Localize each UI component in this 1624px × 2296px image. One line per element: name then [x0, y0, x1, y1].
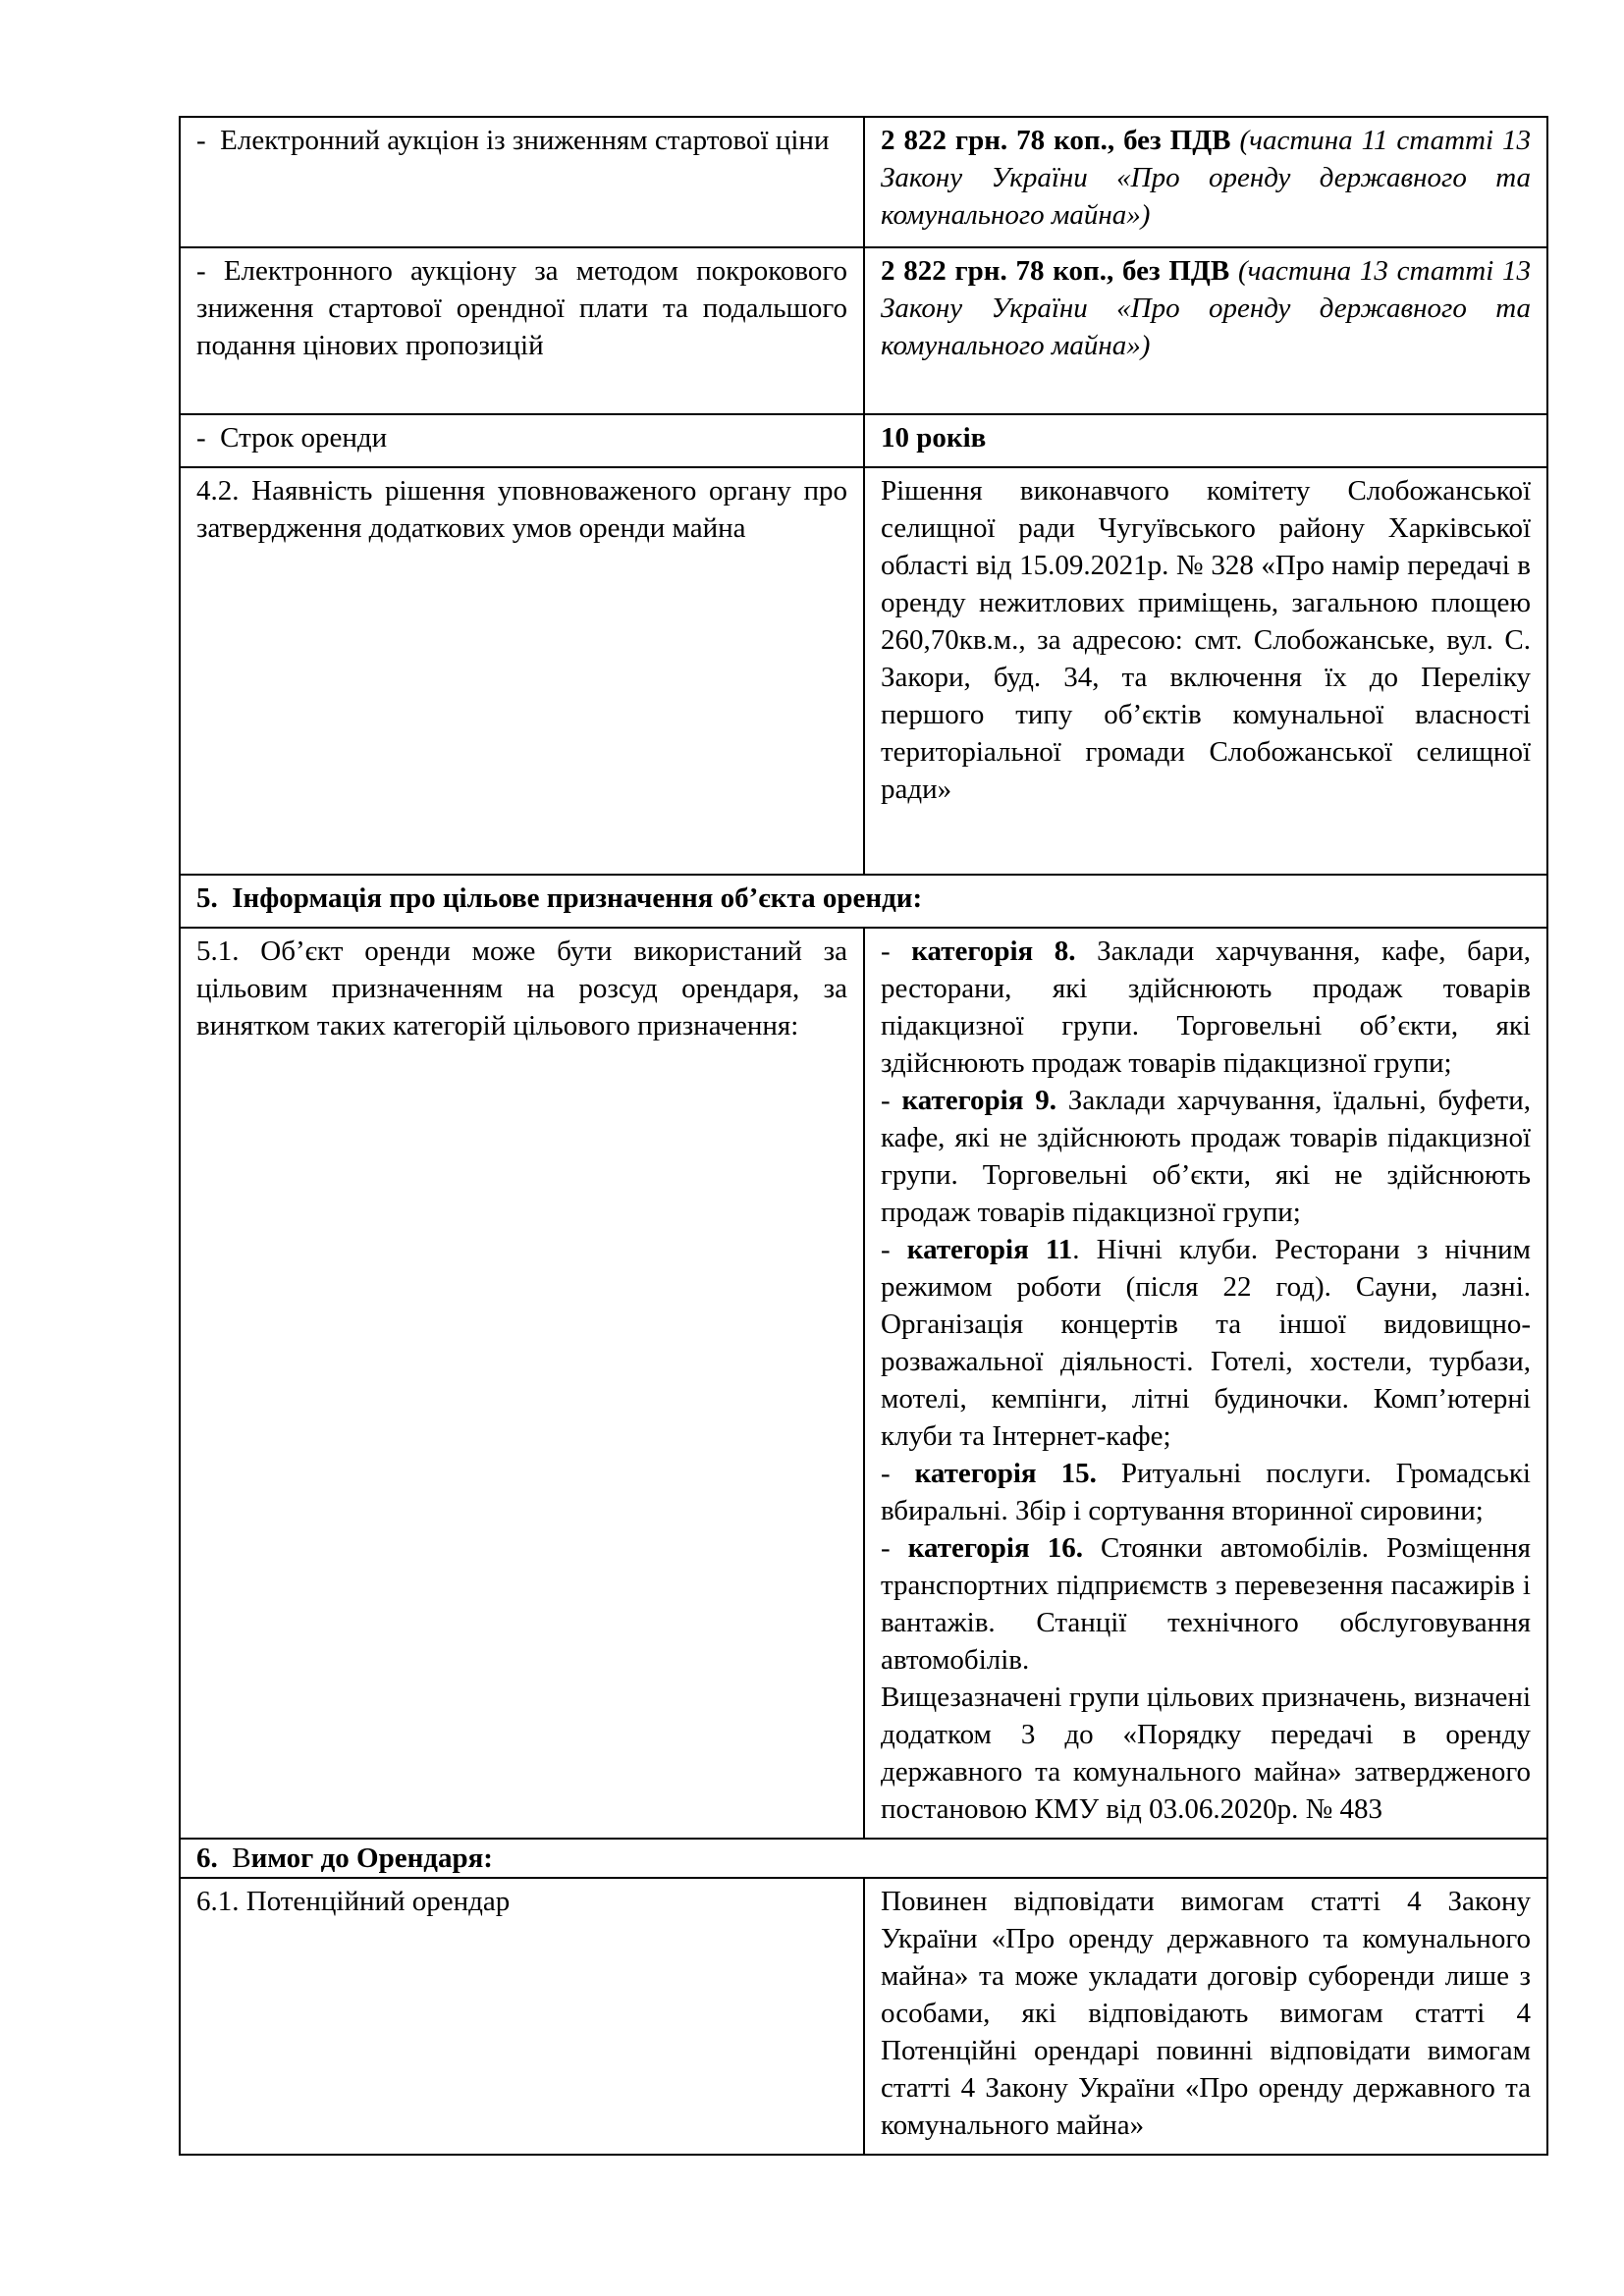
- category-item: [881, 1082, 1531, 1231]
- lease-term-value: 10 років: [881, 422, 987, 454]
- row-label: [180, 117, 864, 247]
- category-text: Ритуальні послуги. Громадські вбиральні. Збір і сортування вторинної сировини;: [881, 1458, 1531, 1526]
- row-label-text: 5.1. Об’єкт оренди може бути використаний за цільовим призначенням на розсуд орендаря, за винятком таких категорій цільового призначення:: [196, 935, 847, 1041]
- row-label-text: 6.1. Потенційний орендар: [196, 1886, 511, 1917]
- table-row: [180, 467, 1547, 875]
- section-title: имог до Орендаря:: [250, 1842, 493, 1874]
- section-header-row: [180, 1839, 1547, 1878]
- legal-reference: (частина 13 статті 13 Закону України «Про оренду державного та комунального майна»): [881, 255, 1532, 361]
- section-title-initial: В: [232, 1842, 251, 1874]
- section-number: 6.: [196, 1842, 218, 1874]
- row-label: [180, 928, 864, 1839]
- category-item: [881, 1231, 1531, 1455]
- document-page: [179, 116, 1546, 2156]
- table-row: [180, 117, 1547, 247]
- category-prefix: -: [881, 1234, 907, 1265]
- category-label: категорія 8.: [911, 935, 1076, 967]
- row-label: [180, 1878, 864, 2155]
- price-value: 2 822 грн. 78 коп., без ПДВ: [881, 255, 1230, 287]
- auction-terms-table: [179, 116, 1548, 2156]
- category-prefix: -: [881, 1458, 915, 1489]
- category-text: Заклади харчування, кафе, бари, ресторани, які здійснюють продаж товарів підакцизної групи. Торговельні об’єкти, які здійснюють продаж товарів підакцизної групи;: [881, 935, 1531, 1079]
- category-label: категорія 9.: [901, 1085, 1056, 1116]
- category-label: категорія 11: [906, 1234, 1073, 1265]
- categories-cell: [864, 928, 1547, 1839]
- section-title: Інформація про цільове призначення об’єкта оренди:: [232, 882, 923, 914]
- table-row: [180, 928, 1547, 1839]
- requirements-text: Повинен відповідати вимогам статті 4 Закону України «Про оренду державного та комунального майна» та може укладати договір суборенди лише з особами, які відповідають вимогам статті 4 Потенційні орендарі повинні відповідати вимогам статті 4 Закону України «Про оренду державного та комунального майна»: [881, 1886, 1531, 2141]
- category-prefix: -: [881, 1532, 908, 1564]
- section-header-row: [180, 875, 1547, 928]
- row-label-text: - Електронний аукціон із зниженням стартової ціни: [196, 125, 830, 156]
- legal-reference: (частина 11 статті 13 Закону України «Про оренду державного та комунального майна»): [881, 125, 1532, 231]
- row-value: [864, 117, 1547, 247]
- category-text: . Нічні клуби. Ресторани з нічним режимом роботи (після 22 год). Сауни, лазні. Організація концертів та іншої видовищно-розважальної діяльності. Готелі, хостели, турбази, мотелі, кемпінги, літні будиночки. Комп’ютерні клуби та Інтернет-кафе;: [881, 1234, 1531, 1452]
- row-label: [180, 467, 864, 875]
- row-value: [864, 414, 1547, 467]
- section-header: [180, 1839, 1547, 1878]
- table-row: [180, 414, 1547, 467]
- price-value: 2 822 грн. 78 коп., без ПДВ: [881, 125, 1231, 156]
- section-header: [180, 875, 1547, 928]
- row-label: [180, 247, 864, 414]
- section-number: 5.: [196, 882, 218, 914]
- table-row: [180, 247, 1547, 414]
- row-label-text: - Електронного аукціону за методом покрокового зниження стартової орендної плати та подальшого подання цінових пропозицій: [196, 255, 847, 361]
- row-value: [864, 467, 1547, 875]
- category-label: категорія 15.: [914, 1458, 1097, 1489]
- table-row: [180, 1878, 1547, 2155]
- row-label: [180, 414, 864, 467]
- category-label: категорія 16.: [907, 1532, 1083, 1564]
- category-prefix: -: [881, 935, 912, 967]
- row-value: [864, 1878, 1547, 2155]
- row-label-text: - Строк оренди: [196, 422, 388, 454]
- category-text: Стоянки автомобілів. Розміщення транспортних підприємств з перевезення пасажирів і вантажів. Станції технічного обслуговування автомобілів.: [881, 1532, 1531, 1676]
- category-item: [881, 1455, 1531, 1529]
- category-prefix: -: [881, 1085, 902, 1116]
- categories-footnote: Вищезазначені групи цільових призначень, визначені додатком 3 до «Порядку передачі в оренду державного та комунального майна» затвердженого постановою КМУ від 03.06.2020р. № 483: [881, 1682, 1531, 1825]
- row-value: [864, 247, 1547, 414]
- category-item: [881, 1529, 1531, 1679]
- row-label-text: 4.2. Наявність рішення уповноваженого органу про затвердження додаткових умов оренди майна: [196, 475, 847, 544]
- category-text: Заклади харчування, їдальні, буфети, кафе, які не здійснюють продаж товарів підакцизної групи. Торговельні об’єкти, які не здійснюють продаж товарів підакцизної групи;: [881, 1085, 1531, 1228]
- category-item: [881, 933, 1531, 1082]
- decision-text: Рішення виконавчого комітету Слобожанської селищної ради Чугуївського району Харківської області від 15.09.2021р. № 328 «Про намір передачі в оренду нежитлових приміщень, загальною площею 260,70кв.м., за адресою: смт. Слобожанське, вул. С. Закори, буд. 34, та включення їх до Переліку першого типу об’єктів комунальної власності територіальної громади Слобожанської селищної ради»: [881, 475, 1531, 805]
